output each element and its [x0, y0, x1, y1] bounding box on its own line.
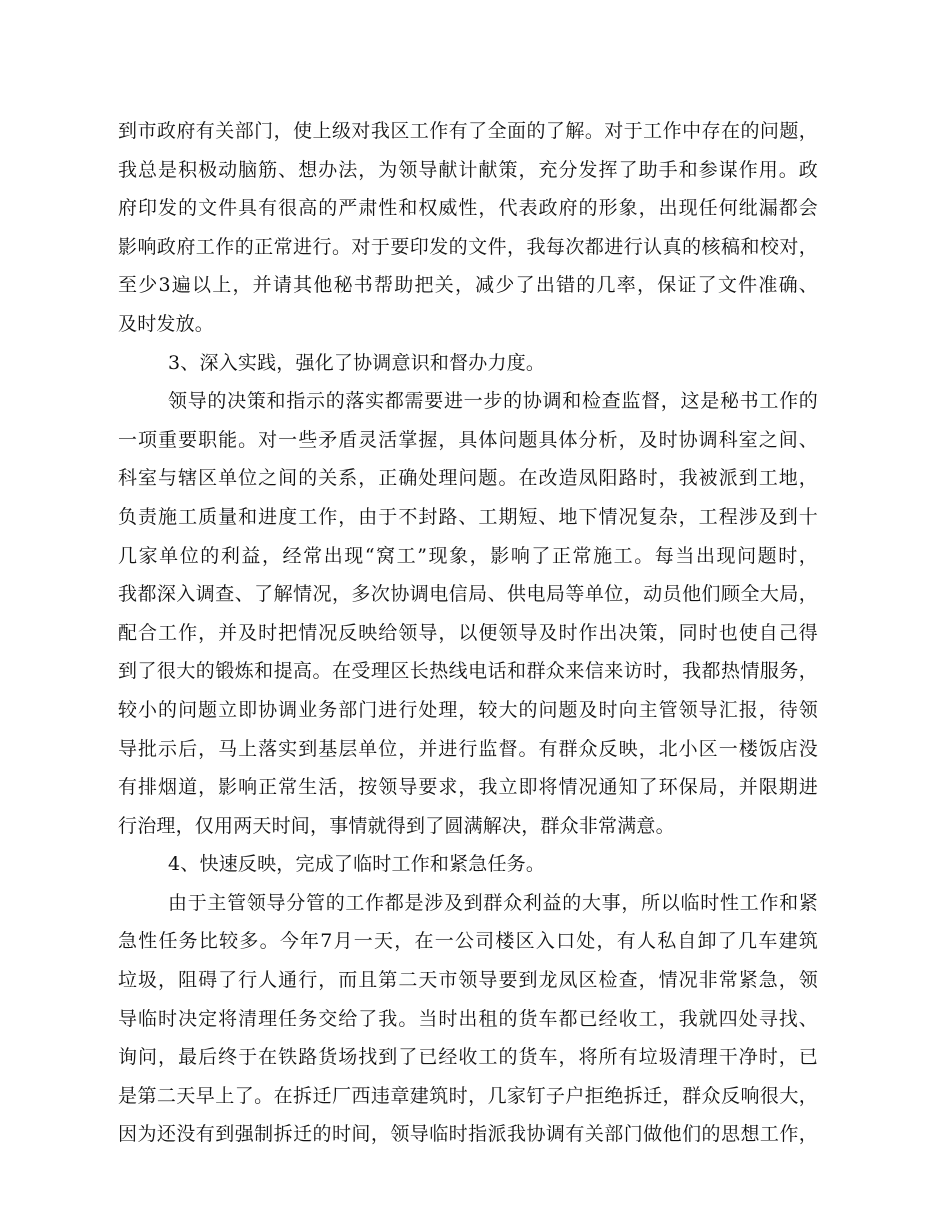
- text-line: 负责施工质量和进度工作，由于不封路、工期短、地下情况复杂，工程涉及到十: [118, 505, 818, 528]
- text-line: 一项重要职能。对一些矛盾灵活掌握，具体问题具体分析，及时协调科室之间、: [118, 428, 818, 451]
- text-line: 较小的问题立即协调业务部门进行处理，较大的问题及时向主管领导汇报，待领: [118, 698, 818, 721]
- text-line: 几家单位的利益，经常出现“窝工”现象，影响了正常施工。每当出现问题时，: [118, 544, 818, 567]
- text-line: 行治理，仅用两天时间，事情就得到了圆满解决，群众非常满意。: [118, 814, 675, 837]
- text-line: 4、快速反映，完成了临时工作和紧急任务。: [168, 853, 546, 876]
- text-line: 导批示后，马上落实到基层单位，并进行监督。有群众反映，北小区一楼饭店没: [118, 737, 818, 760]
- text-line: 及时发放。: [118, 312, 215, 335]
- text-line: 领导的决策和指示的落实都需要进一步的协调和检查监督，这是秘书工作的: [168, 390, 818, 413]
- text-line: 至少3遍以上，并请其他秘书帮助把关，减少了出错的几率，保证了文件准确、: [118, 274, 818, 297]
- text-line: 询问，最后终于在铁路货场找到了已经收工的货车，将所有垃圾清理干净时，已: [118, 1046, 818, 1069]
- text-line: 府印发的文件具有很高的严肃性和权威性，代表政府的形象，出现任何纰漏都会: [118, 197, 818, 220]
- text-line: 科室与辖区单位之间的关系，正确处理问题。在改造凤阳路时，我被派到工地，: [118, 467, 818, 490]
- text-line: 有排烟道，影响正常生活，按领导要求，我立即将情况通知了环保局，并限期进: [118, 776, 818, 799]
- text-line: 是第二天早上了。在拆迁厂西违章建筑时，几家钉子户拒绝拆迁，群众反响很大，: [118, 1084, 818, 1107]
- text-line: 我总是积极动脑筋、想办法，为领导献计献策，充分发挥了助手和参谋作用。政: [118, 158, 818, 181]
- text-line: 急性任务比较多。今年7月一天，在一公司楼区入口处，有人私自卸了几车建筑: [118, 930, 818, 953]
- text-line: 3、深入实践，强化了协调意识和督办力度。: [168, 351, 546, 374]
- text-line: 到了很大的锻炼和提高。在受理区长热线电话和群众来信来访时，我都热情服务，: [118, 660, 818, 683]
- text-line: 影响政府工作的正常进行。对于要印发的文件，我每次都进行认真的核稿和校对，: [118, 235, 818, 258]
- text-line: 我都深入调查、了解情况，多次协调电信局、供电局等单位，动员他们顾全大局，: [118, 583, 818, 606]
- text-line: 配合工作，并及时把情况反映给领导，以便领导及时作出决策，同时也使自己得: [118, 621, 818, 644]
- text-line: 由于主管领导分管的工作都是涉及到群众利益的大事，所以临时性工作和紧: [168, 891, 818, 914]
- text-line: 到市政府有关部门，使上级对我区工作有了全面的了解。对于工作中存在的问题，: [118, 120, 818, 142]
- text-line: 因为还没有到强制拆迁的时间，领导临时指派我协调有关部门做他们的思想工作，: [118, 1123, 818, 1146]
- document-body: [118, 112, 818, 1154]
- text-line: 导临时决定将清理任务交给了我。当时出租的货车都已经收工，我就四处寻找、: [118, 1007, 818, 1030]
- text-line: 垃圾，阻碍了行人通行，而且第二天市领导要到龙凤区检查，情况非常紧急，领: [118, 969, 818, 992]
